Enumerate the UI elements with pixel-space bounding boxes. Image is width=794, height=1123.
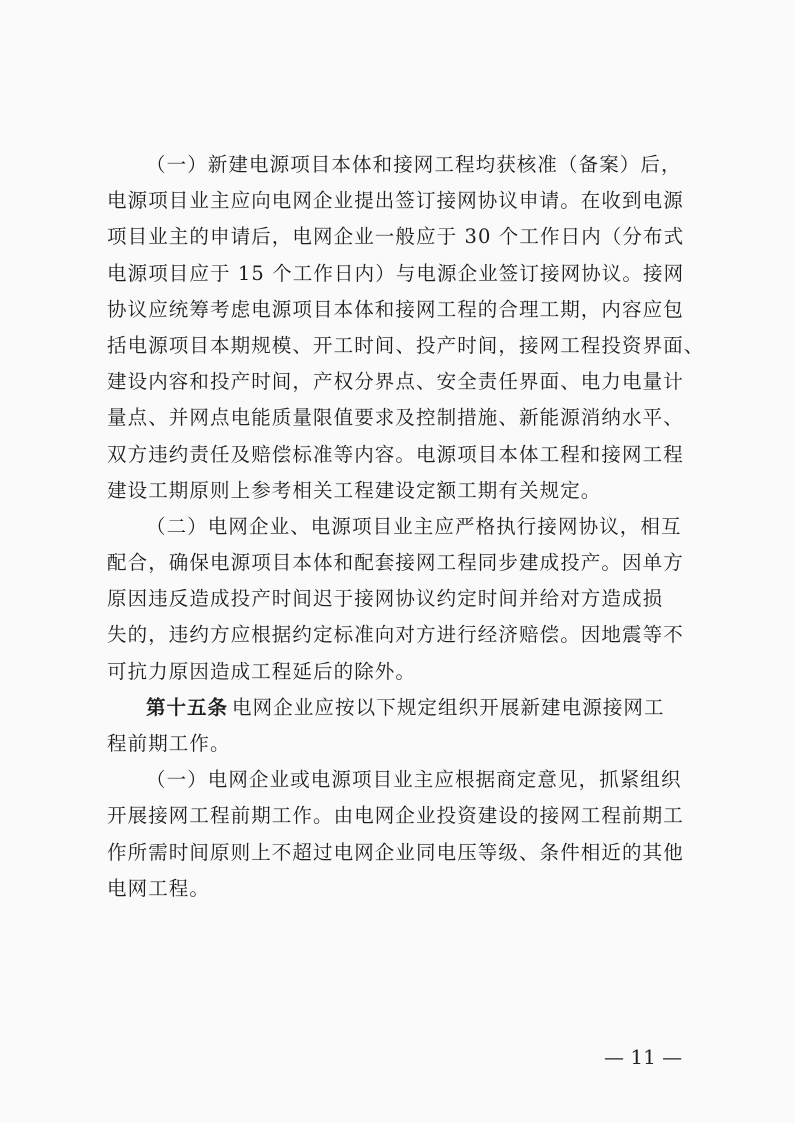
text-line: 量点、并网点电能质量限值要求及控制措施、新能源消纳水平、 (107, 406, 684, 430)
document-body (107, 147, 703, 907)
article-text: 电网企业应按以下规定组织开展新建电源接网工 (232, 695, 665, 719)
article-number-label: 第十五条 (146, 695, 229, 719)
text-line: 失的，违约方应根据约定标准向对方进行经济赔偿。因地震等不 (107, 623, 684, 647)
text-line: 可抗力原因造成工程延后的除外。 (107, 659, 417, 683)
text-line: 电网工程。 (107, 876, 211, 900)
text-line: （一）新建电源项目本体和接网工程均获核准（备案）后， (146, 153, 682, 176)
text-line: （一）电网企业或电源项目业主应根据商定意见，抓紧组织 (146, 768, 682, 792)
text-line: 协议应统筹考虑电源项目本体和接网工程的合理工期，内容应包 (107, 297, 684, 321)
text-line: 双方违约责任及赔偿标准等内容。电源项目本体工程和接网工程 (107, 442, 684, 466)
article-heading-line (107, 690, 703, 726)
text-line: 括电源项目本期规模、开工时间、投产时间，接网工程投资界面、 (107, 333, 705, 357)
text-line: 建设内容和投产时间，产权分界点、安全责任界面、电力电量计 (107, 370, 684, 394)
text-line: 作所需时间原则上不超过电网企业同电压等级、条件相近的其他 (107, 840, 684, 864)
paragraph-execution-agreement (107, 509, 703, 690)
text-line: 电源项目业主应向电网企业提出签订接网协议申请。在收到电源 (107, 189, 684, 213)
article-15 (107, 690, 703, 762)
page-number: — 11 — (604, 1045, 683, 1069)
text-line: （二）电网企业、电源项目业主应严格执行接网协议，相互 (146, 514, 682, 538)
paragraph-connection-agreement (107, 147, 703, 509)
text-line: 程前期工作。 (107, 732, 231, 755)
text-line: 电源项目应于 15 个工作日内）与电源企业签订接网协议。接网 (107, 261, 685, 285)
paragraph-preliminary-work (107, 762, 703, 907)
text-line: 开展接网工程前期工作。由电网企业投资建设的接网工程前期工 (107, 804, 684, 828)
text-line: 建设工期原则上参考相关工程建设定额工期有关规定。 (107, 478, 602, 502)
text-line: 项目业主的申请后，电网企业一般应于 30 个工作日内（分布式 (107, 225, 685, 249)
text-line: 配合，确保电源项目本体和配套接网工程同步建成投产。因单方 (107, 551, 684, 575)
text-line: 原因违反造成投产时间迟于接网协议约定时间并给对方造成损 (107, 587, 664, 611)
